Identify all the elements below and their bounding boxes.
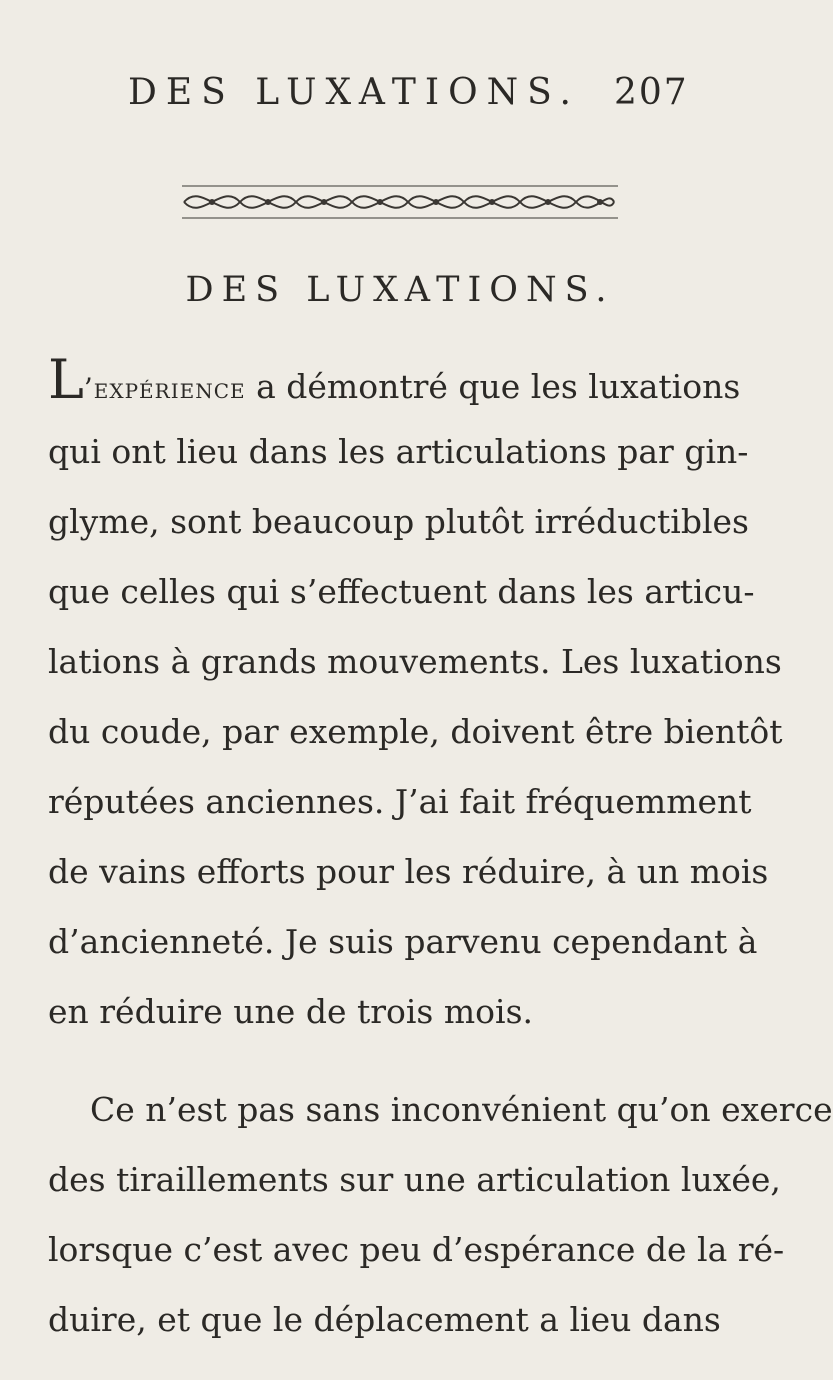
text-line: lations à grands mouvements. Les luxations xyxy=(48,642,782,681)
text-line: glyme, sont beaucoup plutôt irréductibles xyxy=(48,502,749,541)
text-line: qui ont lieu dans les articulations par gin- xyxy=(48,432,749,471)
text-line: que celles qui s’effectuent dans les articu- xyxy=(48,572,755,611)
text-line: duire, et que le déplacement a lieu dans xyxy=(48,1300,721,1339)
running-title: DES LUXATIONS. xyxy=(128,72,580,113)
decorative-ornament-band xyxy=(182,180,618,224)
text-line: en réduire une de trois mois. xyxy=(48,992,533,1031)
text-line: d’ancienneté. Je suis parvenu cependant à xyxy=(48,922,758,961)
chapter-title: DES LUXATIONS. xyxy=(185,270,615,310)
text-line: a démontré que les luxations xyxy=(245,367,741,406)
text-line-first xyxy=(48,348,758,411)
text-line: réputées anciennes. J’ai fait fréquemment xyxy=(48,782,752,821)
drop-cap: L xyxy=(48,348,84,411)
text-line: du coude, par exemple, doivent être bientôt xyxy=(48,712,783,751)
running-header xyxy=(128,72,689,113)
text-line: lorsque c’est avec peu d’espérance de la ré- xyxy=(48,1230,785,1269)
text-line: de vains efforts pour les réduire, à un mois xyxy=(48,852,769,891)
text-line: Ce n’est pas sans inconvénient qu’on exerce xyxy=(90,1090,833,1129)
text-line: des tiraillements sur une articulation luxée, xyxy=(48,1160,781,1199)
page-number: 207 xyxy=(613,72,689,113)
lead-small-caps: ’expérience xyxy=(83,372,246,405)
